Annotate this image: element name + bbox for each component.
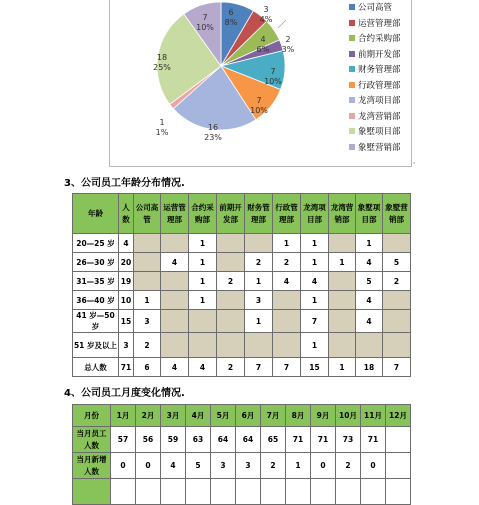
legend-swatch: [349, 35, 355, 41]
legend-label: 龙湾营销部: [358, 111, 401, 122]
legend-item-7: [349, 110, 401, 122]
month-cell: [361, 479, 386, 505]
age-table-header: [73, 194, 411, 234]
month-header-cell: 6月: [236, 405, 261, 427]
legend-item-3: [349, 48, 401, 60]
month-cell: [336, 479, 361, 505]
corner-mark: ': [413, 161, 415, 169]
age-cell: [161, 333, 189, 358]
age-cell: 2: [134, 333, 161, 358]
legend-label: 象墅营销部: [358, 142, 401, 153]
legend-swatch: [349, 20, 355, 26]
age-header-cell: 人数: [119, 194, 134, 234]
age-header-cell: 象墅项目部: [356, 194, 383, 234]
age-table-row: [73, 333, 411, 358]
age-cell: [134, 253, 161, 272]
pie-label-percent-1: 4%: [259, 15, 273, 24]
legend-item-1: [349, 17, 401, 29]
age-cell: 1: [245, 272, 273, 291]
age-cell: 4: [356, 253, 383, 272]
pie-label-value-0: 6: [228, 8, 234, 17]
age-table-row: [73, 291, 411, 310]
age-cell: 2: [245, 253, 273, 272]
month-cell: [211, 479, 236, 505]
age-cell: [383, 333, 411, 358]
month-cell: 4: [161, 453, 186, 479]
age-cell: [134, 272, 161, 291]
pie-label-percent-6: 23%: [204, 133, 222, 142]
month-header-cell: 9月: [311, 405, 336, 427]
legend-swatch: [349, 82, 355, 88]
age-cell: [217, 333, 245, 358]
pie-label-value-4: 7: [270, 67, 276, 76]
month-cell: [386, 479, 411, 505]
age-cell: 1: [189, 234, 217, 253]
pie-label-value-9: 7: [202, 13, 208, 22]
age-distribution-table: [72, 193, 411, 377]
age-row-label: 20—25 岁: [73, 234, 119, 253]
age-cell: 4: [189, 358, 217, 377]
month-cell: 71: [311, 427, 336, 453]
age-cell: [161, 310, 189, 333]
legend-swatch: [349, 66, 355, 72]
month-header-cell: 12月: [386, 405, 411, 427]
month-cell: 3: [236, 453, 261, 479]
month-header-cell: 10月: [336, 405, 361, 427]
age-cell: 4: [356, 291, 383, 310]
pie-label-percent-9: 10%: [196, 23, 214, 32]
age-cell: 1: [189, 291, 217, 310]
month-table-row: [73, 453, 411, 479]
age-header-cell: 龙湾项目部: [301, 194, 329, 234]
age-cell: 7: [301, 310, 329, 333]
age-cell: 2: [273, 253, 301, 272]
age-cell: 1: [301, 291, 329, 310]
month-cell: [236, 479, 261, 505]
age-cell: 3: [119, 333, 134, 358]
month-cell: 71: [361, 427, 386, 453]
legend-swatch: [349, 128, 355, 134]
age-cell: [383, 234, 411, 253]
pie-leader-line: [278, 20, 286, 28]
age-cell: [161, 272, 189, 291]
age-cell: [189, 310, 217, 333]
month-header-cell: 1月: [111, 405, 136, 427]
age-cell: 1: [301, 333, 329, 358]
age-cell: 7: [245, 358, 273, 377]
age-cell: [356, 333, 383, 358]
month-cell: [136, 479, 161, 505]
age-cell: 4: [161, 358, 189, 377]
age-table-row: [73, 234, 411, 253]
legend-item-4: [349, 63, 401, 75]
pie-label-value-7: 1: [159, 118, 165, 127]
month-cell: 64: [211, 427, 236, 453]
month-cell: 0: [311, 453, 336, 479]
month-cell: [161, 479, 186, 505]
month-cell: [286, 479, 311, 505]
month-cell: 2: [336, 453, 361, 479]
legend-item-6: [349, 94, 401, 106]
pie-label-percent-7: 1%: [155, 128, 169, 137]
age-row-label: 51 岁及以上: [73, 333, 119, 358]
age-header-cell: 财务管理部: [245, 194, 273, 234]
age-cell: [161, 234, 189, 253]
legend-label: 行政管理部: [358, 80, 401, 91]
month-header-cell: 3月: [161, 405, 186, 427]
age-header-cell: 龙湾营销部: [329, 194, 356, 234]
legend-item-8: [349, 125, 401, 137]
month-cell: 63: [186, 427, 211, 453]
age-cell: 4: [356, 310, 383, 333]
month-cell: [386, 453, 411, 479]
pie-label-value-6: 16: [207, 123, 219, 132]
month-row-label: 当月新增人数: [73, 453, 111, 479]
age-cell: 4: [161, 253, 189, 272]
age-cell: 5: [356, 272, 383, 291]
legend-item-9: [349, 141, 401, 153]
age-cell: 4: [301, 272, 329, 291]
month-cell: 73: [336, 427, 361, 453]
age-cell: 1: [189, 253, 217, 272]
age-cell: 6: [134, 358, 161, 377]
age-row-label: 36—40 岁: [73, 291, 119, 310]
month-header-cell: 月份: [73, 405, 111, 427]
age-cell: 10: [119, 291, 134, 310]
pie-label-percent-2: 6%: [256, 45, 270, 54]
age-cell: 1: [189, 272, 217, 291]
age-cell: [273, 310, 301, 333]
month-cell: 56: [136, 427, 161, 453]
age-cell: [329, 234, 356, 253]
age-table-row: [73, 253, 411, 272]
legend-item-2: [349, 32, 401, 44]
legend-label: 运营管理部: [358, 18, 401, 29]
legend-label: 象墅项目部: [358, 127, 401, 137]
month-header-cell: 4月: [186, 405, 211, 427]
age-header-cell: 象墅营销部: [383, 194, 411, 234]
legend-item-5: [349, 79, 401, 91]
month-cell: 59: [161, 427, 186, 453]
month-cell: 3: [211, 453, 236, 479]
legend-swatch: [349, 51, 355, 57]
age-table-row: [73, 310, 411, 333]
month-cell: 1: [286, 453, 311, 479]
month-header-cell: 11月: [361, 405, 386, 427]
age-cell: [161, 291, 189, 310]
month-cell: [386, 427, 411, 453]
age-cell: 1: [329, 253, 356, 272]
age-cell: 4: [273, 272, 301, 291]
age-table-row: [73, 358, 411, 377]
age-cell: [329, 310, 356, 333]
age-cell: [217, 310, 245, 333]
age-cell: [329, 333, 356, 358]
age-cell: 1: [301, 253, 329, 272]
age-header-cell: 行政管理部: [273, 194, 301, 234]
age-row-label: 31—35 岁: [73, 272, 119, 291]
month-cell: 64: [236, 427, 261, 453]
age-cell: [329, 272, 356, 291]
age-row-label: 总人数: [73, 358, 119, 377]
legend-label: 合约采购部: [358, 34, 401, 44]
month-header-cell: 7月: [261, 405, 286, 427]
month-cell: 5: [186, 453, 211, 479]
age-header-cell: 合约采购部: [189, 194, 217, 234]
age-table-row: [73, 272, 411, 291]
month-cell: 57: [111, 427, 136, 453]
pie-label-value-2: 4: [260, 35, 266, 44]
legend-label: 前期开发部: [358, 49, 401, 60]
pie-label-value-1: 3: [263, 5, 269, 14]
age-cell: [383, 310, 411, 333]
section4-heading: 4、公司员工月度变化情况.: [64, 388, 185, 399]
age-cell: 20: [119, 253, 134, 272]
age-cell: 5: [383, 253, 411, 272]
legend-label: 龙湾项目部: [358, 96, 401, 106]
month-cell: [186, 479, 211, 505]
age-cell: 7: [273, 358, 301, 377]
month-header-cell: 2月: [136, 405, 161, 427]
age-cell: [217, 234, 245, 253]
legend-item-0: [349, 1, 392, 13]
legend-swatch: [349, 4, 355, 10]
age-cell: 1: [356, 234, 383, 253]
age-cell: 2: [217, 358, 245, 377]
age-cell: 7: [383, 358, 411, 377]
age-header-cell: 运营管理部: [161, 194, 189, 234]
pie-label-percent-0: 8%: [224, 18, 238, 27]
age-cell: 71: [119, 358, 134, 377]
month-row-label: [73, 479, 111, 505]
monthly-change-table: [72, 404, 411, 505]
pie-label-value-3: 2: [285, 35, 291, 44]
age-cell: 19: [119, 272, 134, 291]
pie-label-percent-3: 3%: [281, 45, 295, 54]
pie-label-percent-5: 10%: [250, 106, 268, 115]
section3-heading: 3、公司员工年龄分布情况.: [64, 178, 185, 189]
age-cell: 4: [119, 234, 134, 253]
month-row-label: 当月员工人数: [73, 427, 111, 453]
age-header-cell: 年龄: [73, 194, 119, 234]
age-cell: [273, 333, 301, 358]
age-cell: 2: [383, 272, 411, 291]
pie-label-value-5: 7: [256, 96, 262, 105]
age-cell: 1: [301, 234, 329, 253]
month-cell: 71: [286, 427, 311, 453]
age-cell: [245, 234, 273, 253]
age-cell: [134, 234, 161, 253]
age-cell: [189, 333, 217, 358]
pie-label-percent-8: 25%: [153, 63, 171, 72]
age-cell: [273, 291, 301, 310]
age-row-label: 26—30 岁: [73, 253, 119, 272]
age-header-cell: 前期开发部: [217, 194, 245, 234]
age-cell: 1: [329, 358, 356, 377]
age-cell: 3: [245, 291, 273, 310]
age-cell: [217, 253, 245, 272]
legend-swatch: [349, 144, 355, 150]
pie-label-percent-4: 10%: [264, 77, 282, 86]
month-cell: [261, 479, 286, 505]
month-cell: 2: [261, 453, 286, 479]
month-table-header: [73, 405, 411, 427]
month-cell: [111, 479, 136, 505]
age-cell: 2: [217, 272, 245, 291]
month-cell: 0: [361, 453, 386, 479]
age-cell: 1: [245, 310, 273, 333]
pie-label-value-8: 18: [156, 53, 168, 62]
month-cell: [311, 479, 336, 505]
age-header-cell: 公司高管: [134, 194, 161, 234]
age-cell: [329, 291, 356, 310]
month-cell: 65: [261, 427, 286, 453]
month-table-row: [73, 479, 411, 505]
age-cell: [245, 333, 273, 358]
legend-label: 公司高管: [358, 3, 393, 13]
legend-swatch: [349, 97, 355, 103]
age-row-label: 41 岁—50 岁: [73, 310, 119, 333]
month-cell: 0: [136, 453, 161, 479]
legend-swatch: [349, 113, 355, 119]
legend-label: 财务管理部: [358, 65, 401, 75]
age-cell: 15: [301, 358, 329, 377]
age-cell: [383, 291, 411, 310]
age-cell: 1: [134, 291, 161, 310]
age-cell: 15: [119, 310, 134, 333]
month-cell: 0: [111, 453, 136, 479]
age-cell: 18: [356, 358, 383, 377]
month-table-row: [73, 427, 411, 453]
age-cell: 1: [273, 234, 301, 253]
age-cell: [217, 291, 245, 310]
age-cell: 3: [134, 310, 161, 333]
month-header-cell: 8月: [286, 405, 311, 427]
month-header-cell: 5月: [211, 405, 236, 427]
